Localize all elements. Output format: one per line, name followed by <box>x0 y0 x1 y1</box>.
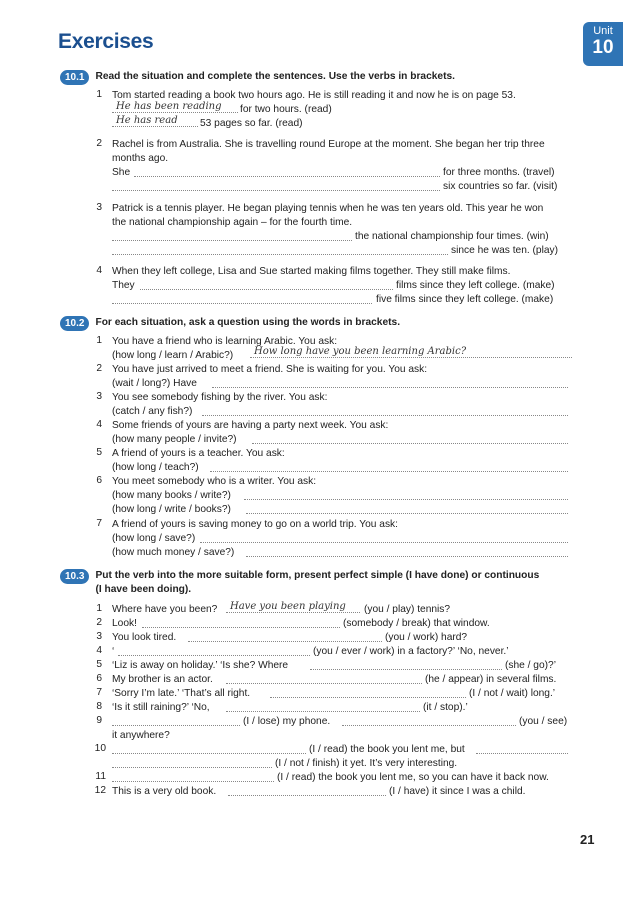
exercise-10-1-header <box>60 70 565 85</box>
item-text: Look! <box>112 618 137 629</box>
example-answer: Have you been playing <box>226 601 360 613</box>
item-text: ‘ <box>112 646 115 657</box>
item-number: 4 <box>96 265 102 276</box>
item-number: 1 <box>96 603 102 614</box>
item-text: (you / work) hard? <box>385 632 468 643</box>
answer-blank[interactable] <box>200 532 568 543</box>
item-number: 7 <box>96 687 102 698</box>
page-title: Exercises <box>58 30 154 53</box>
exercise-10-2-header <box>60 316 565 331</box>
page-number: 21 <box>580 832 595 847</box>
instruction-line: Put the verb into the more suitable form, present perfect simple (I have done) or continuous <box>95 570 540 581</box>
item-text: You look tired. <box>112 632 177 643</box>
item-number: 4 <box>96 419 102 430</box>
answer-blank[interactable] <box>310 659 502 670</box>
item-text: (how many books / write?) <box>112 490 231 501</box>
answer-blank[interactable] <box>188 631 382 642</box>
answer-blank[interactable] <box>112 180 440 191</box>
item-text: for two hours. (read) <box>240 104 332 115</box>
exercise-badge: 10.3 <box>60 569 89 584</box>
item-text: (you / play) tennis? <box>364 604 451 615</box>
answer-blank[interactable] <box>112 771 274 782</box>
item-text: (you / ever / work) in a factory?’ ‘No, never.’ <box>313 646 509 657</box>
answer-blank[interactable] <box>112 293 372 304</box>
item-text: five films since they left college. (make) <box>376 294 554 305</box>
item-text: ‘Is it still raining?’ ‘No, <box>112 702 210 713</box>
example-answer: He has read <box>112 115 198 127</box>
exercise-10-3-header <box>60 569 565 597</box>
item-number: 2 <box>96 363 102 374</box>
item-number: 6 <box>96 475 102 486</box>
item-number: 4 <box>96 645 102 656</box>
answer-blank[interactable] <box>270 687 466 698</box>
exercise-badge: 10.2 <box>60 316 89 331</box>
item-number: 11 <box>95 771 106 782</box>
item-text: A friend of yours is saving money to go on a world trip. You ask: <box>112 519 398 530</box>
item-text: (how long / write / books?) <box>112 504 231 515</box>
item-text: films since they left college. (make) <box>396 280 555 291</box>
item-text: ‘Liz is away on holiday.’ ‘Is she? Where <box>112 660 289 671</box>
item-text: My brother is an actor. <box>112 674 213 685</box>
instruction-line: (I have been doing). <box>95 584 192 595</box>
item-text: This is a very old book. <box>112 786 217 797</box>
answer-blank[interactable] <box>134 166 440 177</box>
item-text: (how long / save?) <box>112 533 196 544</box>
answer-blank[interactable] <box>244 489 568 500</box>
item-text: six countries so far. (visit) <box>443 181 558 192</box>
item-text: You have just arrived to meet a friend. She is waiting for you. You ask: <box>112 364 428 375</box>
item-text: They <box>112 280 135 291</box>
item-number: 6 <box>96 673 102 684</box>
answer-blank[interactable] <box>140 279 393 290</box>
item-text: (how long / learn / Arabic?) <box>112 350 234 361</box>
answer-blank[interactable] <box>476 743 568 754</box>
item-number: 1 <box>96 335 102 346</box>
answer-blank[interactable] <box>202 405 568 416</box>
item-text: Tom started reading a book two hours ago. He is still reading it and now he is on page 53. <box>112 90 516 101</box>
item-number: 1 <box>96 89 102 100</box>
item-number: 2 <box>96 138 102 149</box>
item-number: 7 <box>96 518 102 529</box>
item-text: Rachel is from Australia. She is travelling round Europe at the moment. She began her trip three <box>112 139 545 150</box>
unit-number: 10 <box>592 37 614 58</box>
item-number: 9 <box>96 715 102 726</box>
item-text: 53 pages so far. (read) <box>200 118 303 129</box>
example-answer: He has been reading <box>112 101 238 113</box>
item-text: months ago. <box>112 153 169 164</box>
answer-blank[interactable] <box>342 715 516 726</box>
answer-blank[interactable] <box>226 701 420 712</box>
exercise-instruction <box>95 569 565 597</box>
item-number: 3 <box>96 631 102 642</box>
answer-blank[interactable] <box>246 503 568 514</box>
item-text: (I / not / finish) it yet. It’s very interesting. <box>275 758 458 769</box>
answer-blank[interactable] <box>112 230 352 241</box>
exercise-instruction: For each situation, ask a question using the words in brackets. <box>95 317 401 328</box>
unit-label: Unit <box>593 25 613 37</box>
answer-blank[interactable] <box>226 673 422 684</box>
item-number: 5 <box>96 447 102 458</box>
item-number: 5 <box>96 659 102 670</box>
item-text: You have a friend who is learning Arabic. You ask: <box>112 336 338 347</box>
item-text: Some friends of yours are having a party next week. You ask: <box>112 420 389 431</box>
item-text: She <box>112 167 131 178</box>
example-answer: How long have you been learning Arabic? <box>250 346 572 358</box>
answer-blank[interactable] <box>118 645 310 656</box>
item-text: (how much money / save?) <box>112 547 235 558</box>
item-text: (wait / long?) Have <box>112 378 197 389</box>
item-text: since he was ten. (play) <box>451 245 559 256</box>
item-text: (it / stop).’ <box>423 702 468 713</box>
item-text: You meet somebody who is a writer. You ask: <box>112 476 317 487</box>
answer-blank[interactable] <box>246 546 568 557</box>
item-number: 8 <box>96 701 102 712</box>
item-text: (you / see) <box>519 716 568 727</box>
answer-blank[interactable] <box>112 757 272 768</box>
item-number: 3 <box>96 391 102 402</box>
answer-blank[interactable] <box>112 715 240 726</box>
item-text: (I / read) the book you lent me, but <box>309 744 465 755</box>
item-text: (I / lose) my phone. <box>243 716 331 727</box>
answer-blank[interactable] <box>252 433 568 444</box>
item-number: 3 <box>96 202 102 213</box>
item-text: (somebody / break) that window. <box>343 618 490 629</box>
item-text: Where have you been? <box>112 604 218 615</box>
item-text: (how many people / invite?) <box>112 434 237 445</box>
item-text: When they left college, Lisa and Sue started making films together. They still make films. <box>112 266 511 277</box>
item-text: the national championship again – for the fourth time. <box>112 217 353 228</box>
item-text: A friend of yours is a teacher. You ask: <box>112 448 285 459</box>
item-text: the national championship four times. (win) <box>355 231 549 242</box>
item-text: for three months. (travel) <box>443 167 555 178</box>
answer-blank[interactable] <box>212 377 568 388</box>
exercise-instruction: Read the situation and complete the sentences. Use the verbs in brackets. <box>95 71 455 82</box>
item-text: (how long / teach?) <box>112 462 199 473</box>
item-text: You see somebody fishing by the river. You ask: <box>112 392 328 403</box>
item-text: (I / have) it since I was a child. <box>389 786 526 797</box>
item-text: (I / not / wait) long.’ <box>469 688 556 699</box>
item-text: Patrick is a tennis player. He began playing tennis when he was ten years old. This year he won <box>112 203 544 214</box>
answer-blank[interactable] <box>142 617 340 628</box>
exercise-badge: 10.1 <box>60 70 89 85</box>
answer-blank[interactable] <box>112 244 448 255</box>
item-text: (catch / any fish?) <box>112 406 193 417</box>
item-text: (she / go)?’ <box>505 660 556 671</box>
item-text: (he / appear) in several films. <box>425 674 557 685</box>
unit-tab <box>583 22 623 66</box>
item-number: 2 <box>96 617 102 628</box>
item-text: it anywhere? <box>112 730 170 741</box>
answer-blank[interactable] <box>210 461 568 472</box>
item-number: 10 <box>94 743 106 754</box>
item-text: (I / read) the book you lent me, so you can have it back now. <box>277 772 549 783</box>
answer-blank[interactable] <box>228 785 386 796</box>
item-text: ‘Sorry I’m late.’ ‘That’s all right. <box>112 688 251 699</box>
answer-blank[interactable] <box>112 743 306 754</box>
item-number: 12 <box>94 785 106 796</box>
